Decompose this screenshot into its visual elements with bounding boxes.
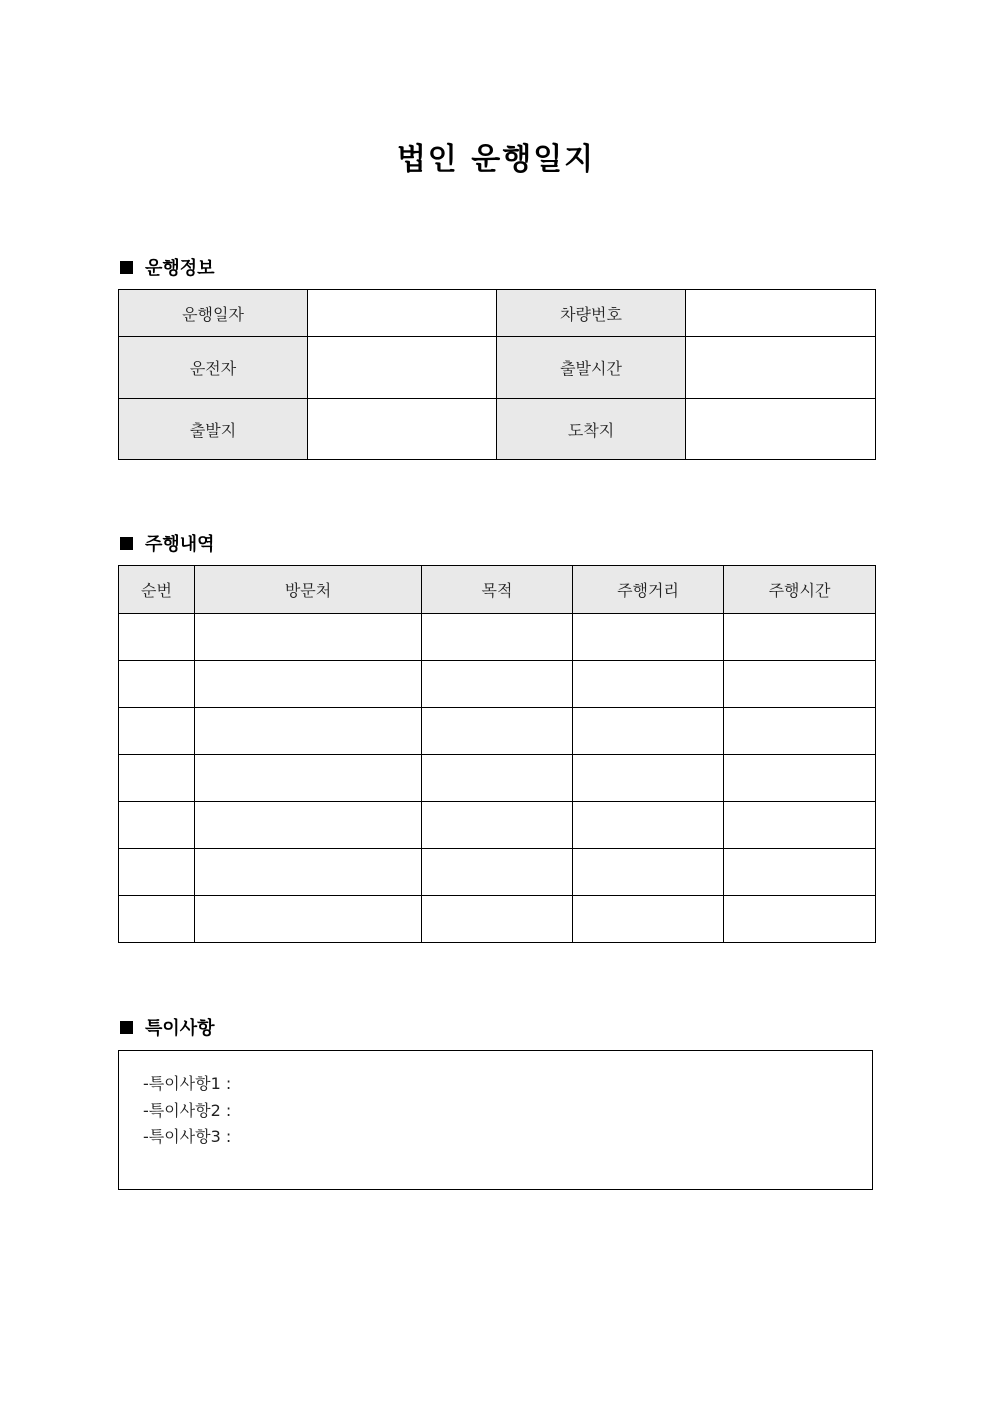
notes-box[interactable] bbox=[118, 1050, 873, 1190]
cell[interactable] bbox=[422, 614, 573, 661]
square-bullet-icon bbox=[120, 537, 133, 550]
note-line: -특이사항1 : bbox=[143, 1074, 232, 1093]
cell[interactable] bbox=[422, 755, 573, 802]
cell[interactable] bbox=[195, 661, 422, 708]
cell[interactable] bbox=[724, 661, 876, 708]
cell[interactable] bbox=[119, 849, 195, 896]
cell[interactable] bbox=[724, 896, 876, 943]
log-table bbox=[118, 565, 876, 943]
section-heading-info bbox=[120, 254, 215, 280]
cell[interactable] bbox=[573, 849, 724, 896]
label-cell: 도착지 bbox=[497, 399, 686, 460]
cell[interactable] bbox=[195, 708, 422, 755]
table-row bbox=[119, 755, 876, 802]
column-header: 방문처 bbox=[195, 566, 422, 614]
table-row bbox=[119, 896, 876, 943]
cell[interactable] bbox=[422, 896, 573, 943]
cell[interactable] bbox=[195, 849, 422, 896]
cell[interactable] bbox=[119, 708, 195, 755]
cell[interactable] bbox=[573, 755, 724, 802]
cell[interactable] bbox=[573, 708, 724, 755]
square-bullet-icon bbox=[120, 261, 133, 274]
column-header: 주행거리 bbox=[573, 566, 724, 614]
cell[interactable] bbox=[422, 802, 573, 849]
table-row bbox=[119, 802, 876, 849]
cell[interactable] bbox=[119, 614, 195, 661]
label-cell: 출발시간 bbox=[497, 337, 686, 399]
table-row bbox=[119, 614, 876, 661]
section-heading-log bbox=[120, 530, 215, 556]
info-table bbox=[118, 289, 876, 460]
column-header: 목적 bbox=[422, 566, 573, 614]
info-row bbox=[119, 337, 876, 399]
section-heading-notes bbox=[120, 1014, 215, 1040]
driver-field[interactable] bbox=[308, 337, 497, 399]
page-title: 법인 운행일지 bbox=[396, 142, 596, 177]
vehicle-number-field[interactable] bbox=[686, 290, 876, 337]
cell[interactable] bbox=[422, 661, 573, 708]
cell[interactable] bbox=[573, 614, 724, 661]
column-header: 순번 bbox=[119, 566, 195, 614]
cell[interactable] bbox=[724, 755, 876, 802]
cell[interactable] bbox=[119, 755, 195, 802]
cell[interactable] bbox=[724, 849, 876, 896]
cell[interactable] bbox=[195, 614, 422, 661]
label-cell: 출발지 bbox=[119, 399, 308, 460]
section-heading-label: 특이사항 bbox=[145, 1018, 215, 1039]
section-heading-label: 주행내역 bbox=[145, 534, 215, 555]
label-cell: 차량번호 bbox=[497, 290, 686, 337]
table-row bbox=[119, 708, 876, 755]
cell[interactable] bbox=[573, 896, 724, 943]
label-cell: 운전자 bbox=[119, 337, 308, 399]
cell[interactable] bbox=[119, 802, 195, 849]
departure-time-field[interactable] bbox=[686, 337, 876, 399]
cell[interactable] bbox=[573, 661, 724, 708]
label-cell: 운행일자 bbox=[119, 290, 308, 337]
origin-field[interactable] bbox=[308, 399, 497, 460]
info-row bbox=[119, 290, 876, 337]
log-header-row bbox=[119, 566, 876, 614]
cell[interactable] bbox=[724, 708, 876, 755]
date-field[interactable] bbox=[308, 290, 497, 337]
cell[interactable] bbox=[422, 708, 573, 755]
square-bullet-icon bbox=[120, 1021, 133, 1034]
column-header: 주행시간 bbox=[724, 566, 876, 614]
cell[interactable] bbox=[724, 614, 876, 661]
note-line: -특이사항3 : bbox=[143, 1127, 232, 1146]
cell[interactable] bbox=[195, 802, 422, 849]
table-row bbox=[119, 849, 876, 896]
destination-field[interactable] bbox=[686, 399, 876, 460]
cell[interactable] bbox=[724, 802, 876, 849]
cell[interactable] bbox=[195, 896, 422, 943]
section-heading-label: 운행정보 bbox=[145, 258, 215, 279]
note-line: -특이사항2 : bbox=[143, 1100, 232, 1120]
cell[interactable] bbox=[422, 849, 573, 896]
table-row bbox=[119, 661, 876, 708]
info-row bbox=[119, 399, 876, 460]
cell[interactable] bbox=[573, 802, 724, 849]
cell[interactable] bbox=[195, 755, 422, 802]
cell[interactable] bbox=[119, 661, 195, 708]
cell[interactable] bbox=[119, 896, 195, 943]
